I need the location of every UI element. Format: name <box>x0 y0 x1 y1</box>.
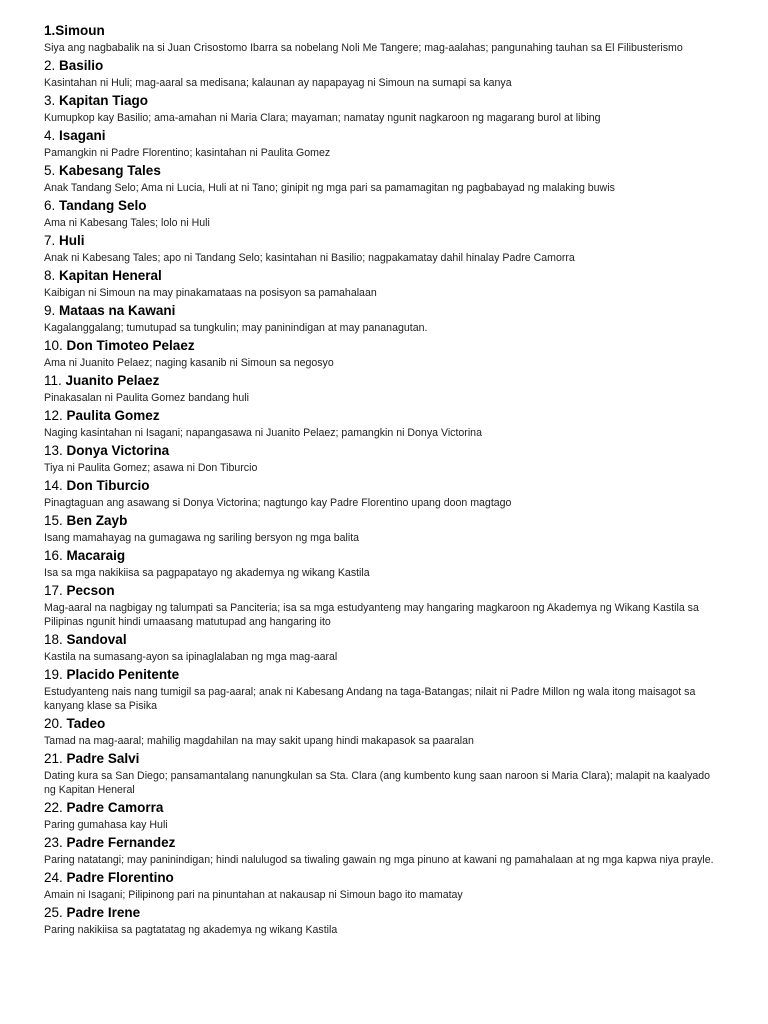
character-number: 1. <box>44 23 56 38</box>
character-heading <box>44 512 768 529</box>
character-description: Paring nakikiisa sa pagtatatag ng akademya ng wikang Kastila <box>44 924 338 936</box>
character-entry <box>0 127 768 160</box>
character-description: Kumupkop kay Basilio; ama-amahan ni Maria Clara; mayaman; namatay ngunit nagkaroon ng magarang burol at libing <box>44 112 601 124</box>
character-heading <box>44 372 768 389</box>
character-number: 13. <box>44 443 63 458</box>
character-name: Juanito Pelaez <box>65 373 160 388</box>
character-number: 8. <box>44 268 56 283</box>
character-description: Ama ni Kabesang Tales; lolo ni Huli <box>44 217 210 229</box>
character-description: Dating kura sa San Diego; pansamantalang nanungkulan sa Sta. Clara (ang kumbento kung saan naroon si Maria Clara); malapit na kaalyado ng Kapitan Heneral <box>44 770 711 796</box>
character-heading <box>44 22 768 39</box>
character-name: Basilio <box>59 58 104 73</box>
character-description: Tiya ni Paulita Gomez; asawa ni Don Tiburcio <box>44 462 258 474</box>
character-description: Kasintahan ni Huli; mag-aaral sa medisana; kalaunan ay napapayag ni Simoun na sumapi sa kanya <box>44 77 512 89</box>
character-description: Mag-aaral na nagbigay ng talumpati sa Panciteria; isa sa mga estudyanteng may hangaring magkaroon ng Akademya ng Wikang Kastila sa Pilipinas ngunit hindi umaasang matutupad ang hangaring ito <box>44 602 699 628</box>
character-description: Isang mamahayag na gumagawa ng sariling bersyon ng mga balita <box>44 532 360 544</box>
character-number: 18. <box>44 632 63 647</box>
character-number: 10. <box>44 338 63 353</box>
character-entry <box>0 666 768 713</box>
character-number: 15. <box>44 513 63 528</box>
character-name: Tandang Selo <box>59 198 147 213</box>
character-heading <box>44 715 768 732</box>
character-heading <box>44 127 768 144</box>
character-description: Siya ang nagbabalik na si Juan Crisostomo Ibarra sa nobelang Noli Me Tangere; mag-aalahas; pangunahing tauhan sa El Filibusterismo <box>44 42 683 54</box>
character-entry <box>0 162 768 195</box>
character-name: Isagani <box>59 128 106 143</box>
character-name: Huli <box>59 233 85 248</box>
character-heading <box>44 162 768 179</box>
character-list <box>0 22 768 939</box>
character-description: Pamangkin ni Padre Florentino; kasintahan ni Paulita Gomez <box>44 147 331 159</box>
character-description: Anak Tandang Selo; Ama ni Lucia, Huli at ni Tano; ginipit ng mga pari sa pamamagitan ng pagbabayad ng malaking buwis <box>44 182 615 194</box>
character-entry <box>0 232 768 265</box>
character-description: Anak ni Kabesang Tales; apo ni Tandang Selo; kasintahan ni Basilio; nagpakamatay dahil hinalay Padre Camorra <box>44 252 575 264</box>
character-name: Paulita Gomez <box>66 408 160 423</box>
character-number: 3. <box>44 93 56 108</box>
character-number: 21. <box>44 751 63 766</box>
character-entry <box>0 302 768 335</box>
character-description: Pinagtaguan ang asawang si Donya Victorina; nagtungo kay Padre Florentino upang doon magtago <box>44 497 512 509</box>
character-number: 7. <box>44 233 56 248</box>
character-number: 25. <box>44 905 63 920</box>
character-description: Pinakasalan ni Paulita Gomez bandang huli <box>44 392 249 404</box>
character-entry <box>0 372 768 405</box>
character-heading <box>44 834 768 851</box>
character-entry <box>0 267 768 300</box>
character-heading <box>44 337 768 354</box>
character-entry <box>0 407 768 440</box>
character-description: Isa sa mga nakikiisa sa pagpapatayo ng akademya ng wikang Kastila <box>44 567 370 579</box>
character-name: Kabesang Tales <box>59 163 161 178</box>
character-description: Tamad na mag-aaral; mahilig magdahilan na may sakit upang hindi makapasok sa paaralan <box>44 735 474 747</box>
character-entry <box>0 904 768 937</box>
character-number: 14. <box>44 478 63 493</box>
character-name: Don Tiburcio <box>66 478 150 493</box>
character-description: Naging kasintahan ni Isagani; napangasawa ni Juanito Pelaez; pamangkin ni Donya Victorina <box>44 427 482 439</box>
character-number: 9. <box>44 303 56 318</box>
character-heading <box>44 799 768 816</box>
character-name: Pecson <box>66 583 115 598</box>
character-entry <box>0 197 768 230</box>
character-entry <box>0 442 768 475</box>
character-number: 11. <box>44 373 62 388</box>
character-number: 24. <box>44 870 63 885</box>
character-number: 6. <box>44 198 56 213</box>
character-number: 17. <box>44 583 63 598</box>
character-name: Donya Victorina <box>66 443 170 458</box>
character-entry <box>0 512 768 545</box>
character-name: Don Timoteo Pelaez <box>66 338 195 353</box>
character-heading <box>44 631 768 648</box>
character-heading <box>44 442 768 459</box>
character-number: 16. <box>44 548 63 563</box>
character-heading <box>44 267 768 284</box>
character-entry <box>0 547 768 580</box>
character-heading <box>44 869 768 886</box>
character-entry <box>0 337 768 370</box>
character-number: 22. <box>44 800 63 815</box>
character-heading <box>44 904 768 921</box>
character-entry <box>0 477 768 510</box>
character-heading <box>44 750 768 767</box>
character-number: 12. <box>44 408 63 423</box>
character-heading <box>44 477 768 494</box>
character-name: Padre Irene <box>66 905 141 920</box>
character-heading <box>44 582 768 599</box>
character-description: Amain ni Isagani; Pilipinong pari na pinuntahan at nakausap ni Simoun bago ito mamatay <box>44 889 463 901</box>
character-description: Estudyanteng nais nang tumigil sa pag-aaral; anak ni Kabesang Andang na taga-Batangas; nilait ni Padre Millon ng wala itong maisagot sa kanyang klase sa Pisika <box>44 686 696 712</box>
character-name: Tadeo <box>66 716 106 731</box>
character-heading <box>44 57 768 74</box>
character-entry <box>0 582 768 629</box>
character-heading <box>44 232 768 249</box>
character-entry <box>0 22 768 55</box>
character-name: Kapitan Tiago <box>59 93 149 108</box>
character-heading <box>44 92 768 109</box>
character-description: Paring natatangi; may paninindigan; hindi nalulugod sa tiwaling gawain ng mga pinuno at kawani ng pamahalaan at ng mga kapwa niya prayle. <box>44 854 714 866</box>
character-number: 23. <box>44 835 63 850</box>
character-name: Macaraig <box>66 548 126 563</box>
character-entry <box>0 57 768 90</box>
character-name: Padre Camorra <box>66 800 164 815</box>
character-description: Kaibigan ni Simoun na may pinakamataas na posisyon sa pamahalaan <box>44 287 377 299</box>
character-entry <box>0 715 768 748</box>
character-name: Ben Zayb <box>66 513 128 528</box>
character-heading <box>44 666 768 683</box>
character-number: 20. <box>44 716 63 731</box>
character-description: Kagalanggalang; tumutupad sa tungkulin; may paninindigan at may pananagutan. <box>44 322 428 334</box>
character-entry <box>0 799 768 832</box>
character-heading <box>44 197 768 214</box>
character-name: Placido Penitente <box>66 667 180 682</box>
character-description: Paring gumahasa kay Huli <box>44 819 168 831</box>
character-name: Padre Florentino <box>66 870 174 885</box>
character-name: Mataas na Kawani <box>59 303 176 318</box>
character-number: 19. <box>44 667 63 682</box>
character-entry <box>0 869 768 902</box>
character-description: Ama ni Juanito Pelaez; naging kasanib ni Simoun sa negosyo <box>44 357 334 369</box>
character-description: Kastila na sumasang-ayon sa ipinaglalaban ng mga mag-aaral <box>44 651 338 663</box>
character-name: Padre Fernandez <box>66 835 176 850</box>
character-name: Simoun <box>55 23 105 38</box>
character-entry <box>0 834 768 867</box>
character-number: 2. <box>44 58 56 73</box>
character-name: Padre Salvi <box>66 751 140 766</box>
character-number: 4. <box>44 128 56 143</box>
character-number: 5. <box>44 163 56 178</box>
character-name: Sandoval <box>66 632 127 647</box>
character-name: Kapitan Heneral <box>59 268 162 283</box>
character-entry <box>0 750 768 797</box>
character-entry <box>0 92 768 125</box>
character-heading <box>44 302 768 319</box>
character-heading <box>44 547 768 564</box>
character-heading <box>44 407 768 424</box>
character-entry <box>0 631 768 664</box>
